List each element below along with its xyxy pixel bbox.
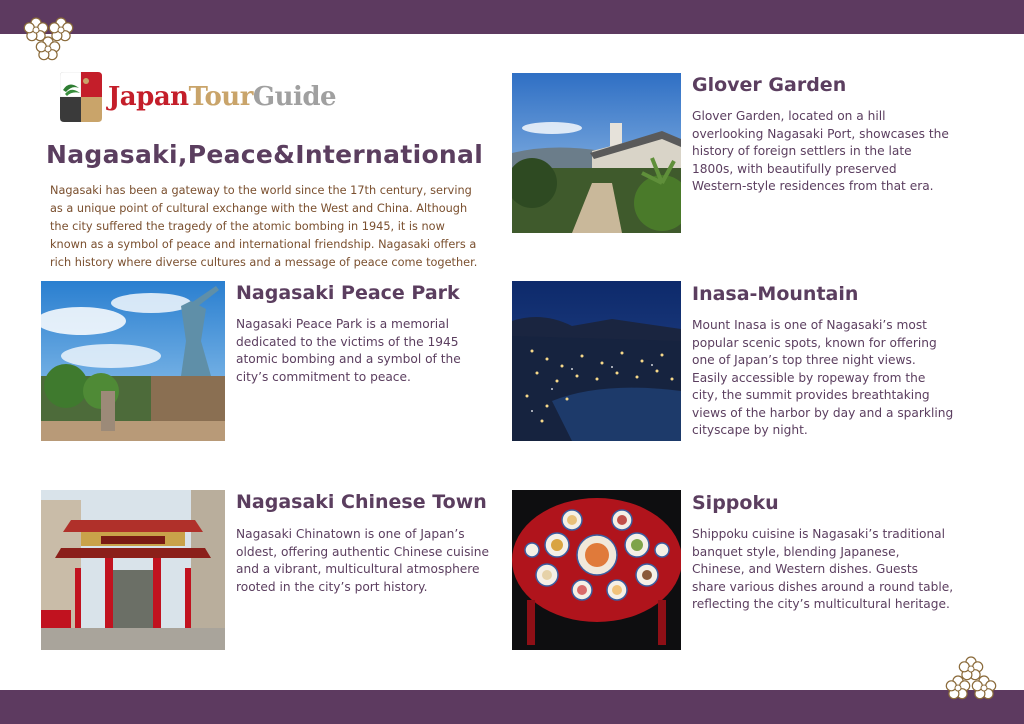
chinatown-photo bbox=[41, 490, 225, 650]
sippoku-text: Shippoku cuisine is Nagasaki’s traditional banquet style, blending Japanese, Chinese, and Western dishes. Guests share various dishes around a round table, reflecting the city’s multicultural heritage. bbox=[692, 527, 954, 611]
brand-word-guide: Guide bbox=[252, 82, 337, 112]
sippoku-photo bbox=[512, 490, 681, 650]
brand-logo bbox=[60, 72, 336, 122]
glover-garden-title: Glover Garden bbox=[692, 74, 847, 96]
peace-park-text: Nagasaki Peace Park is a memorial dedicated to the victims of the 1945 atomic bombing and a symbol of the city’s commitment to peace. bbox=[236, 317, 461, 384]
intro-paragraph: Nagasaki has been a gateway to the world since the 17th century, serving as a unique point of cultural exchange with the West and China. Although the city suffered the tragedy of the atomic bombing in 1945, it is now known as a symbol of peace and international friendship. Nagasaki offers a rich history where diverse cultures and a message of peace come together. bbox=[50, 184, 478, 269]
glover-garden-text: Glover Garden, located on a hill overlooking Nagasaki Port, showcases the history of foreign settlers in the late 1800s, with beautifully preserved Western-style residences from that era. bbox=[692, 109, 949, 193]
chinatown-title: Nagasaki Chinese Town bbox=[236, 491, 487, 513]
brand-word-tour: Tour bbox=[188, 82, 253, 112]
peace-park-title: Nagasaki Peace Park bbox=[236, 282, 460, 304]
inasa-mountain-text: Mount Inasa is one of Nagasaki’s most popular scenic spots, known for offering one of Japan’s top three night views. Easily accessible by ropeway from the city, the summit provides breathtaking views of the harbor by day and a sparkling cityscape by night. bbox=[692, 318, 954, 437]
sippoku-title: Sippoku bbox=[692, 492, 779, 514]
glover-garden-photo bbox=[512, 73, 681, 233]
inasa-mountain-title: Inasa-Mountain bbox=[692, 283, 859, 305]
peace-park-photo bbox=[41, 281, 225, 441]
inasa-mountain-photo bbox=[512, 281, 681, 441]
top-band bbox=[0, 0, 1024, 34]
page-title: Nagasaki,Peace&International bbox=[46, 140, 484, 169]
brand-word-japan: Japan bbox=[108, 82, 189, 112]
chinatown-text: Nagasaki Chinatown is one of Japan’s oldest, offering authentic Chinese cuisine and a vibrant, multicultural atmosphere rooted in the city’s port history. bbox=[236, 527, 490, 594]
plum-blossom-icon bbox=[20, 16, 80, 64]
logo-mark-icon bbox=[60, 72, 102, 122]
brand-wordmark bbox=[108, 82, 336, 112]
plum-blossom-icon bbox=[943, 656, 1003, 704]
bottom-band bbox=[0, 690, 1024, 724]
